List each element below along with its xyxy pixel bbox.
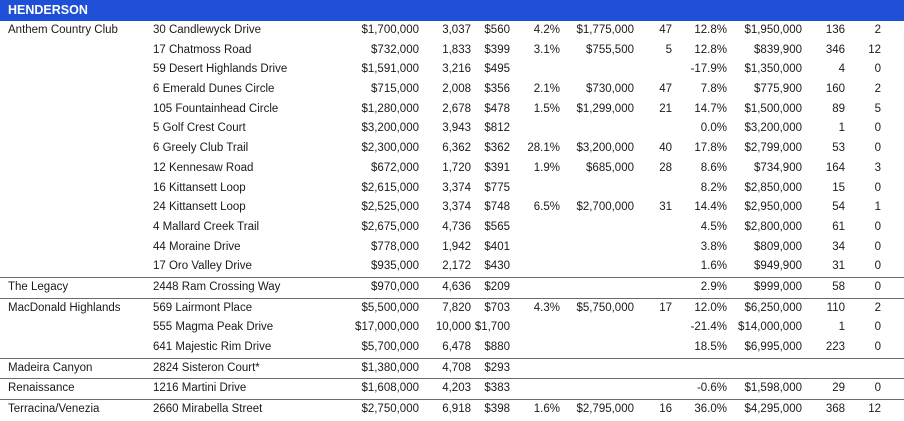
sold-price-cell: $1,591,000: [361, 63, 419, 76]
original-list-price-cell: $1,350,000: [744, 63, 802, 76]
address-cell: 569 Lairmont Place: [153, 301, 253, 314]
table-row: [0, 60, 904, 80]
table-row: [0, 298, 904, 319]
discount-pct-cell: 4.2%: [533, 24, 560, 36]
days-cell: 17: [659, 301, 672, 314]
original-list-price-cell: $839,900: [754, 43, 802, 56]
square-feet-cell: 1,942: [442, 240, 471, 253]
count-cell: 5: [874, 102, 881, 115]
discount-pct-cell: 6.5%: [533, 201, 560, 214]
square-feet-cell: 4,708: [442, 361, 471, 374]
price-per-sqft-cell: $748: [484, 201, 510, 214]
sold-price-cell: $2,750,000: [361, 403, 419, 416]
last-list-price-cell: $1,775,000: [576, 24, 634, 36]
address-cell: 17 Chatmoss Road: [153, 43, 252, 56]
total-days-cell: 89: [832, 102, 845, 115]
sold-price-cell: $1,280,000: [361, 102, 419, 115]
address-cell: 5 Golf Crest Court: [153, 122, 246, 135]
address-cell: 17 Oro Valley Drive: [153, 260, 252, 273]
original-list-price-cell: $6,250,000: [744, 301, 802, 314]
last-list-price-cell: $730,000: [586, 83, 634, 96]
original-list-price-cell: $2,950,000: [744, 201, 802, 214]
total-days-cell: 346: [825, 43, 845, 56]
price-per-sqft-cell: $478: [484, 102, 510, 115]
price-per-sqft-cell: $560: [484, 24, 510, 36]
days-cell: 28: [659, 161, 672, 174]
change-pct-cell: 12.0%: [694, 301, 727, 314]
price-per-sqft-cell: $399: [484, 43, 510, 56]
count-cell: 0: [874, 341, 881, 353]
original-list-price-cell: $2,800,000: [744, 220, 802, 233]
total-days-cell: 34: [832, 240, 845, 253]
original-list-price-cell: $775,900: [754, 83, 802, 96]
original-list-price-cell: $3,200,000: [744, 122, 802, 135]
price-per-sqft-cell: $356: [484, 83, 510, 96]
square-feet-cell: 6,478: [442, 341, 471, 353]
table-row: [0, 119, 904, 139]
count-cell: 2: [874, 24, 881, 36]
total-days-cell: 61: [832, 220, 845, 233]
sold-price-cell: $715,000: [371, 83, 419, 96]
total-days-cell: 223: [825, 341, 845, 353]
sold-price-cell: $732,000: [371, 43, 419, 56]
count-cell: 0: [874, 260, 881, 273]
days-cell: 31: [659, 201, 672, 214]
price-per-sqft-cell: $383: [484, 382, 510, 395]
sold-price-cell: $5,500,000: [361, 301, 419, 314]
table-row: [0, 218, 904, 238]
change-pct-cell: 36.0%: [694, 403, 727, 416]
count-cell: 3: [874, 161, 881, 174]
change-pct-cell: 12.8%: [694, 24, 727, 36]
price-per-sqft-cell: $430: [484, 260, 510, 273]
table-row: [0, 100, 904, 120]
change-pct-cell: 14.7%: [694, 102, 727, 115]
square-feet-cell: 1,833: [442, 43, 471, 56]
original-list-price-cell: $6,995,000: [744, 341, 802, 353]
last-list-price-cell: $5,750,000: [576, 301, 634, 314]
address-cell: 12 Kennesaw Road: [153, 161, 254, 174]
sold-price-cell: $5,700,000: [361, 341, 419, 353]
count-cell: 0: [874, 63, 881, 76]
community-cell: MacDonald Highlands: [8, 301, 121, 314]
square-feet-cell: 3,216: [442, 63, 471, 76]
days-cell: 21: [659, 102, 672, 115]
sold-price-cell: $17,000,000: [355, 321, 419, 334]
total-days-cell: 4: [838, 63, 845, 76]
address-cell: 641 Majestic Rim Drive: [153, 341, 272, 353]
change-pct-cell: 8.2%: [700, 181, 727, 194]
address-cell: 105 Fountainhead Circle: [153, 102, 279, 115]
address-cell: 2660 Mirabella Street: [153, 403, 263, 416]
price-per-sqft-cell: $209: [484, 280, 510, 293]
last-list-price-cell: $685,000: [586, 161, 634, 174]
square-feet-cell: 4,736: [442, 220, 471, 233]
community-cell: Madeira Canyon: [8, 361, 93, 374]
total-days-cell: 1: [838, 122, 845, 135]
last-list-price-cell: $2,700,000: [576, 201, 634, 214]
total-days-cell: 160: [825, 83, 845, 96]
address-cell: 44 Moraine Drive: [153, 240, 241, 253]
community-cell: Terracina/Venezia: [8, 403, 100, 416]
change-pct-cell: 0.0%: [700, 122, 727, 135]
address-cell: 30 Candlewyck Drive: [153, 24, 262, 36]
square-feet-cell: 3,943: [442, 122, 471, 135]
original-list-price-cell: $1,950,000: [744, 24, 802, 36]
count-cell: 0: [874, 321, 881, 334]
table-row: [0, 159, 904, 179]
original-list-price-cell: $999,000: [754, 280, 802, 293]
last-list-price-cell: $2,795,000: [576, 403, 634, 416]
square-feet-cell: 10,000: [435, 321, 471, 334]
days-cell: 16: [659, 403, 672, 416]
sold-price-cell: $1,608,000: [361, 382, 419, 395]
count-cell: 0: [874, 122, 881, 135]
square-feet-cell: 3,374: [442, 201, 471, 214]
count-cell: 0: [874, 382, 881, 395]
change-pct-cell: 17.8%: [694, 142, 727, 155]
table-row: [0, 358, 904, 379]
price-per-sqft-cell: $812: [484, 122, 510, 135]
change-pct-cell: -0.6%: [696, 382, 727, 395]
total-days-cell: 1: [838, 321, 845, 334]
total-days-cell: 29: [832, 382, 845, 395]
sold-price-cell: $778,000: [371, 240, 419, 253]
price-per-sqft-cell: $1,700: [474, 321, 510, 334]
original-list-price-cell: $14,000,000: [738, 321, 802, 334]
days-cell: 40: [659, 142, 672, 155]
address-cell: 16 Kittansett Loop: [153, 181, 246, 194]
square-feet-cell: 2,008: [442, 83, 471, 96]
total-days-cell: 31: [832, 260, 845, 273]
table-header-bar: [0, 0, 904, 21]
original-list-price-cell: $2,850,000: [744, 181, 802, 194]
price-per-sqft-cell: $565: [484, 220, 510, 233]
price-per-sqft-cell: $880: [484, 341, 510, 353]
address-cell: 59 Desert Highlands Drive: [153, 63, 288, 76]
count-cell: 0: [874, 142, 881, 155]
price-per-sqft-cell: $293: [484, 361, 510, 374]
count-cell: 12: [868, 403, 881, 416]
change-pct-cell: 1.6%: [700, 260, 727, 273]
table-row: [0, 378, 904, 399]
discount-pct-cell: 1.9%: [533, 161, 560, 174]
square-feet-cell: 7,820: [442, 301, 471, 314]
original-list-price-cell: $949,900: [754, 260, 802, 273]
community-cell: The Legacy: [8, 280, 69, 293]
sold-price-cell: $1,700,000: [361, 24, 419, 36]
change-pct-cell: 18.5%: [694, 341, 727, 353]
table-row: [0, 139, 904, 159]
community-cell: Anthem Country Club: [8, 24, 118, 36]
sold-price-cell: $2,300,000: [361, 142, 419, 155]
total-days-cell: 136: [825, 24, 845, 36]
square-feet-cell: 6,362: [442, 142, 471, 155]
original-list-price-cell: $1,598,000: [744, 382, 802, 395]
change-pct-cell: 4.5%: [700, 220, 727, 233]
address-cell: 555 Magma Peak Drive: [153, 321, 274, 334]
last-list-price-cell: $1,299,000: [576, 102, 634, 115]
price-per-sqft-cell: $495: [484, 63, 510, 76]
address-cell: 6 Greely Club Trail: [153, 142, 249, 155]
address-cell: 2824 Sisteron Court*: [153, 361, 260, 374]
table-row: [0, 399, 904, 420]
total-days-cell: 110: [826, 301, 845, 314]
count-cell: 2: [874, 301, 881, 314]
days-cell: 47: [659, 83, 672, 96]
table-row: [0, 179, 904, 199]
change-pct-cell: 3.8%: [700, 240, 727, 253]
table-row: [0, 198, 904, 218]
total-days-cell: 368: [825, 403, 845, 416]
table-row: [0, 318, 904, 338]
original-list-price-cell: $4,295,000: [744, 403, 802, 416]
region-title: HENDERSON: [8, 3, 88, 17]
total-days-cell: 54: [832, 201, 845, 214]
count-cell: 0: [874, 181, 881, 194]
price-per-sqft-cell: $391: [484, 161, 510, 174]
count-cell: 0: [874, 280, 881, 293]
change-pct-cell: 7.8%: [700, 83, 727, 96]
price-per-sqft-cell: $362: [484, 142, 510, 155]
square-feet-cell: 2,172: [442, 260, 471, 273]
sold-price-cell: $2,525,000: [361, 201, 419, 214]
community-cell: Renaissance: [8, 382, 75, 395]
total-days-cell: 58: [832, 280, 845, 293]
square-feet-cell: 4,636: [442, 280, 471, 293]
sold-price-cell: $935,000: [371, 260, 419, 273]
change-pct-cell: 8.6%: [700, 161, 727, 174]
table-row: [0, 21, 904, 41]
count-cell: 1: [874, 201, 881, 214]
discount-pct-cell: 2.1%: [533, 83, 560, 96]
table-row: [0, 238, 904, 258]
price-per-sqft-cell: $398: [484, 403, 510, 416]
square-feet-cell: 3,374: [442, 181, 471, 194]
price-per-sqft-cell: $401: [484, 240, 510, 253]
count-cell: 0: [874, 220, 881, 233]
original-list-price-cell: $809,000: [754, 240, 802, 253]
count-cell: 2: [874, 83, 881, 96]
sold-price-cell: $2,675,000: [361, 220, 419, 233]
change-pct-cell: 2.9%: [700, 280, 727, 293]
sold-price-cell: $3,200,000: [361, 122, 419, 135]
table-row: [0, 80, 904, 100]
table-row: [0, 257, 904, 277]
square-feet-cell: 4,203: [442, 382, 471, 395]
change-pct-cell: -17.9%: [690, 63, 727, 76]
original-list-price-cell: $2,799,000: [744, 142, 802, 155]
table-row: [0, 277, 904, 298]
price-per-sqft-cell: $703: [484, 301, 510, 314]
sold-price-cell: $1,380,000: [361, 361, 419, 374]
sold-price-cell: $2,615,000: [361, 181, 419, 194]
square-feet-cell: 3,037: [442, 24, 471, 36]
address-cell: 2448 Ram Crossing Way: [153, 280, 281, 293]
days-cell: 47: [659, 24, 672, 36]
sold-price-cell: $970,000: [371, 280, 419, 293]
count-cell: 12: [868, 43, 881, 56]
change-pct-cell: 12.8%: [694, 43, 727, 56]
change-pct-cell: -21.4%: [690, 321, 727, 334]
price-per-sqft-cell: $775: [484, 181, 510, 194]
discount-pct-cell: 3.1%: [533, 43, 560, 56]
change-pct-cell: 14.4%: [694, 201, 727, 214]
discount-pct-cell: 1.6%: [533, 403, 560, 416]
square-feet-cell: 1,720: [442, 161, 471, 174]
square-feet-cell: 6,918: [442, 403, 471, 416]
last-list-price-cell: $755,500: [586, 43, 634, 56]
sales-table: [0, 21, 904, 420]
discount-pct-cell: 4.3%: [533, 301, 560, 314]
original-list-price-cell: $1,500,000: [744, 102, 802, 115]
discount-pct-cell: 28.1%: [527, 142, 560, 155]
original-list-price-cell: $734,900: [754, 161, 802, 174]
table-row: [0, 41, 904, 61]
address-cell: 4 Mallard Creek Trail: [153, 220, 260, 233]
days-cell: 5: [665, 43, 672, 56]
total-days-cell: 164: [825, 161, 845, 174]
last-list-price-cell: $3,200,000: [576, 142, 634, 155]
address-cell: 1216 Martini Drive: [153, 382, 247, 395]
total-days-cell: 53: [832, 142, 845, 155]
square-feet-cell: 2,678: [442, 102, 471, 115]
address-cell: 6 Emerald Dunes Circle: [153, 83, 275, 96]
count-cell: 0: [874, 240, 881, 253]
table-row: [0, 338, 904, 358]
total-days-cell: 15: [832, 181, 845, 194]
address-cell: 24 Kittansett Loop: [153, 201, 246, 214]
sold-price-cell: $672,000: [371, 161, 419, 174]
discount-pct-cell: 1.5%: [533, 102, 560, 115]
